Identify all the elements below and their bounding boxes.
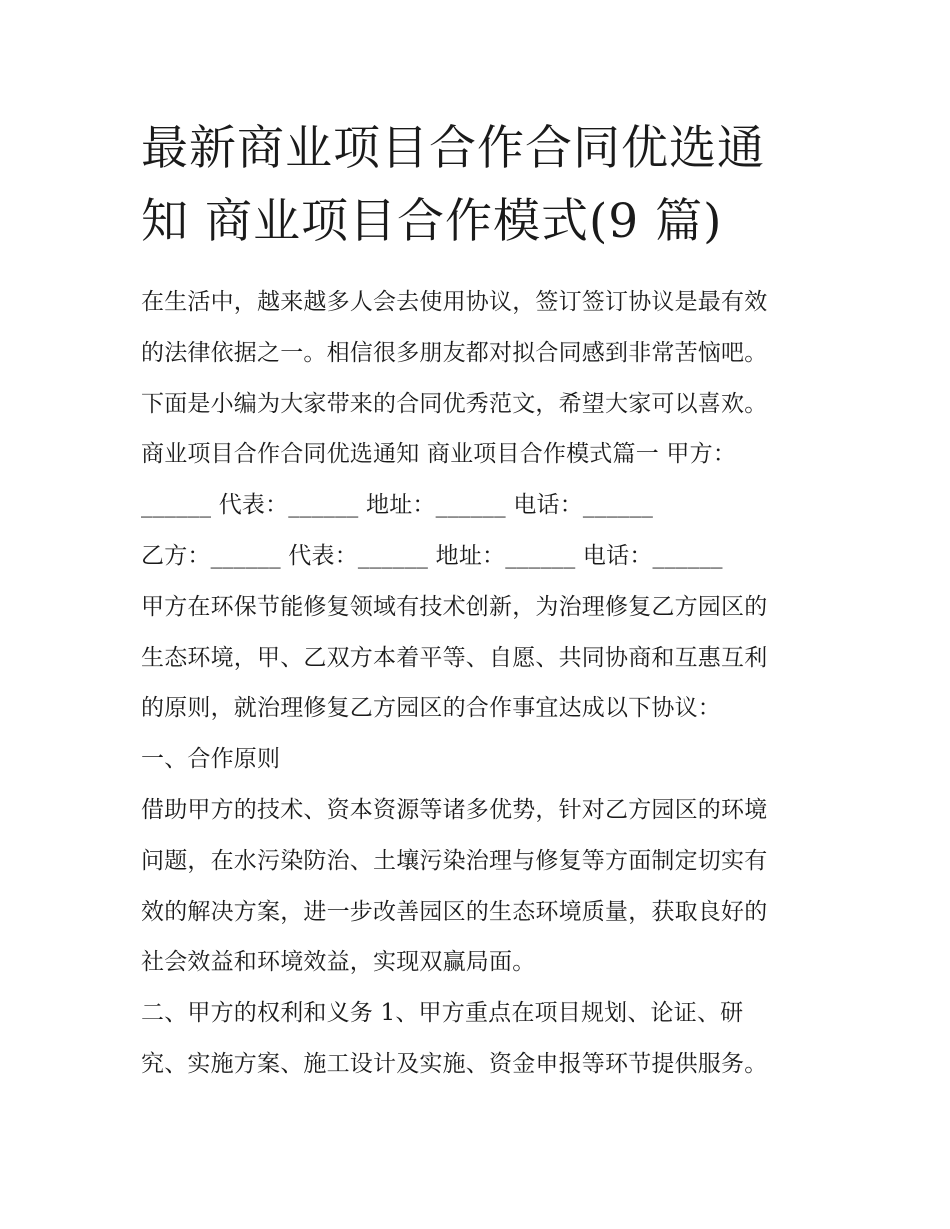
section-heading-party-a-rights: 二、甲方的权利和义务 1、甲方重点在项目规划、论证、研 <box>141 1000 744 1027</box>
party-b-blanks: 乙方：______ 代表：______ 地址：______ 电话：______ <box>141 542 723 569</box>
party-a-blanks: ______ 代表：______ 地址：______ 电话：______ <box>141 492 654 519</box>
body-line-preamble: 的原则，就治理修复乙方园区的合作事宜达成以下协议： <box>141 695 721 722</box>
title-line-2: 知 商业项目合作模式(9 篇) <box>141 194 723 249</box>
body-line-principles: 问题，在水污染防治、土壤污染治理与修复等方面制定切实有 <box>141 847 768 874</box>
document-body <box>141 277 831 1090</box>
body-line-intro: 在生活中，越来越多人会去使用协议，签订签订协议是最有效 <box>141 289 768 315</box>
body-line-heading: 商业项目合作合同优选通知 商业项目合作模式篇一 甲方： <box>141 441 737 468</box>
body-line-principles: 社会效益和环境效益，实现双赢局面。 <box>141 949 536 976</box>
section-heading-cooperation-principles: 一、合作原则 <box>141 746 281 773</box>
body-line-principles: 借助甲方的技术、资本资源等诸多优势，针对乙方园区的环境 <box>141 796 768 823</box>
body-line-principles: 效的解决方案，进一步改善园区的生态环境质量，获取良好的 <box>141 898 768 925</box>
body-line-party-a-rights: 究、实施方案、施工设计及实施、资金申报等环节提供服务。 <box>141 1050 768 1077</box>
title-line-1: 最新商业项目合作合同优选通 <box>141 121 765 176</box>
document-title <box>141 112 821 258</box>
body-line-intro: 的法律依据之一。相信很多朋友都对拟合同感到非常苦恼吧。 <box>141 339 768 366</box>
body-line-preamble: 生态环境，甲、乙双方本着平等、自愿、共同协商和互惠互利 <box>141 644 768 671</box>
body-line-intro: 下面是小编为大家带来的合同优秀范文，希望大家可以喜欢。 <box>141 390 768 417</box>
body-line-preamble: 甲方在环保节能修复领域有技术创新，为治理修复乙方园区的 <box>141 593 768 620</box>
